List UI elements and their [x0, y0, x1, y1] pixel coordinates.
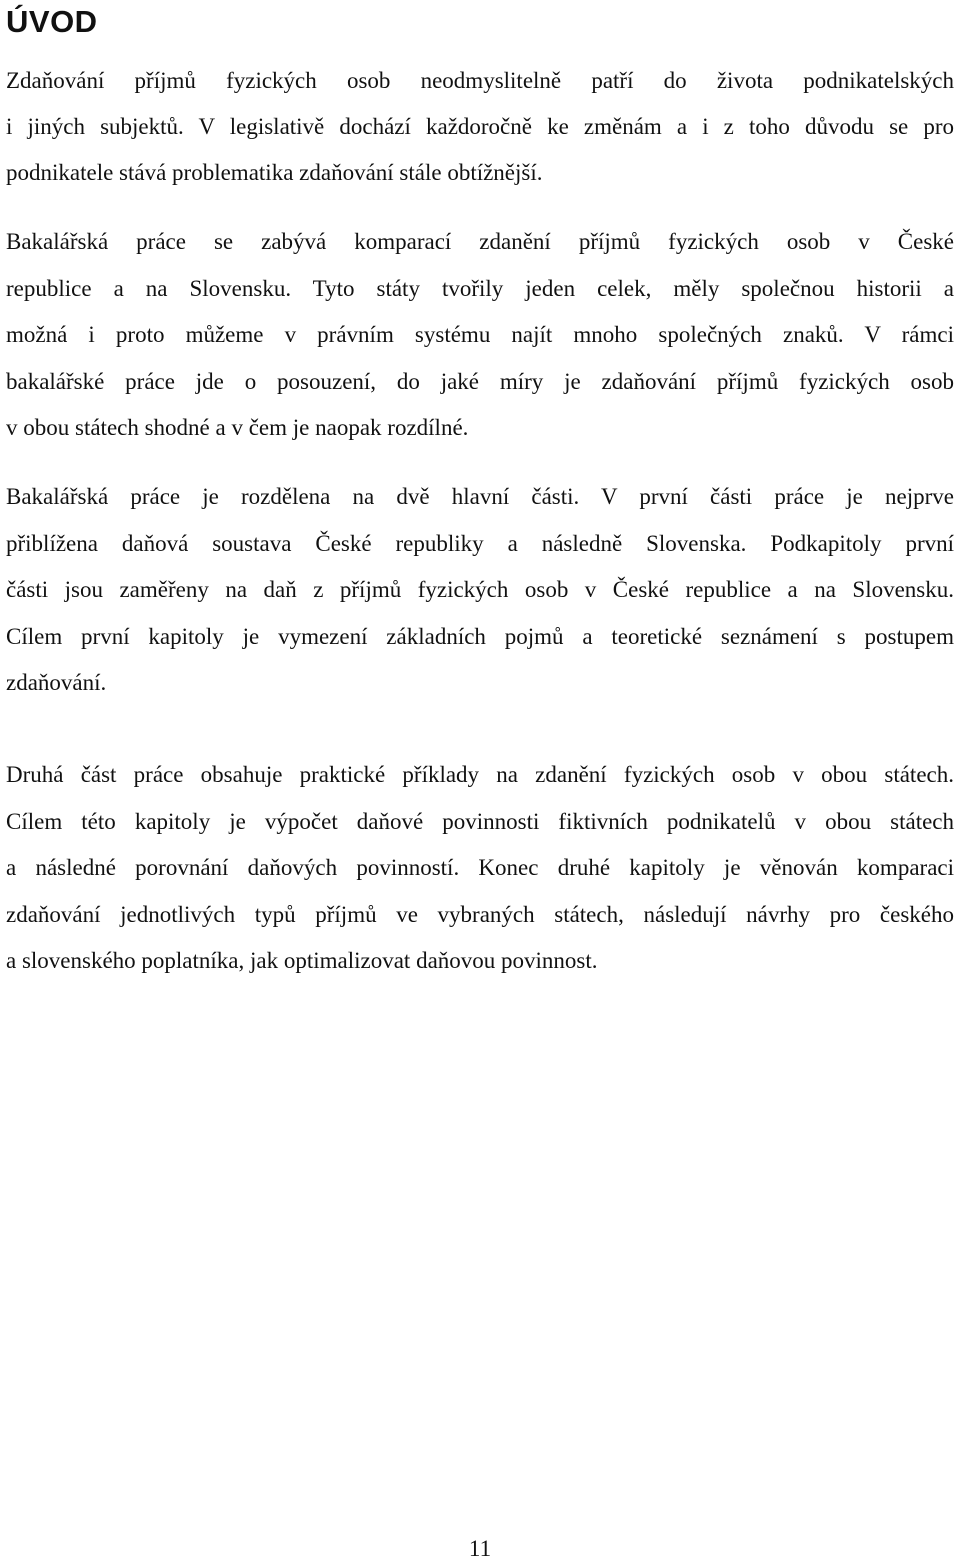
paragraph-line: zdaňování. — [6, 670, 107, 695]
paragraph-line: Cílem první kapitoly je vymezení základních pojmů a teoretické seznámení s postupem — [6, 623, 954, 649]
paragraph-line: zdaňování jednotlivých typů příjmů ve vybraných státech, následují návrhy pro českého — [6, 901, 954, 927]
paragraph-line: Druhá část práce obsahuje praktické příklady na zdanění fyzických osob v obou státech. — [6, 762, 954, 787]
paragraph-line: a slovenského poplatníka, jak optimalizovat daňovou povinnost. — [6, 948, 598, 973]
paragraph-line: přiblížena daňová soustava České republiky a následně Slovenska. Podkapitoly první — [6, 530, 954, 556]
section-heading: ÚVOD — [6, 4, 98, 39]
paragraph-line: možná i proto můžeme v právním systému najít mnoho společných znaků. V rámci — [6, 322, 954, 347]
paragraph-line: Cílem této kapitoly je výpočet daňové povinnosti fiktivních podnikatelů v obou státech — [6, 808, 954, 834]
paragraph-line: podnikatele stává problematika zdaňování stále obtížnější. — [6, 160, 543, 185]
paragraph-line: i jiných subjektů. V legislativě dochází každoročně ke změnám a i z toho důvodu se pro — [6, 114, 954, 139]
paragraph-structure — [6, 474, 954, 707]
paragraph-introduction — [6, 58, 954, 196]
paragraph-line: Bakalářská práce je rozdělena na dvě hlavní části. V první části práce je nejprve — [6, 484, 954, 509]
paragraph-line: bakalářské práce jde o posouzení, do jaké míry je zdaňování příjmů fyzických osob — [6, 368, 954, 394]
page-number: 11 — [468, 1536, 492, 1561]
paragraph-line: Bakalářská práce se zabývá komparací zdanění příjmů fyzických osob v České — [6, 229, 954, 254]
paragraph-line: části jsou zaměřeny na daň z příjmů fyzických osob v České republice a na Slovensku. — [6, 577, 954, 602]
paragraph-line: republice a na Slovensku. Tyto státy tvořily jeden celek, měly společnou historii a — [6, 275, 954, 301]
paragraph-line: a následné porovnání daňových povinností. Konec druhé kapitoly je věnován komparaci — [6, 855, 954, 880]
paragraph-line: v obou státech shodné a v čem je naopak rozdílné. — [6, 415, 469, 440]
paragraph-line: Zdaňování příjmů fyzických osob neodmyslitelně patří do života podnikatelských — [6, 68, 954, 93]
paragraph-second-part — [6, 752, 954, 985]
paragraph-topic — [6, 219, 954, 452]
